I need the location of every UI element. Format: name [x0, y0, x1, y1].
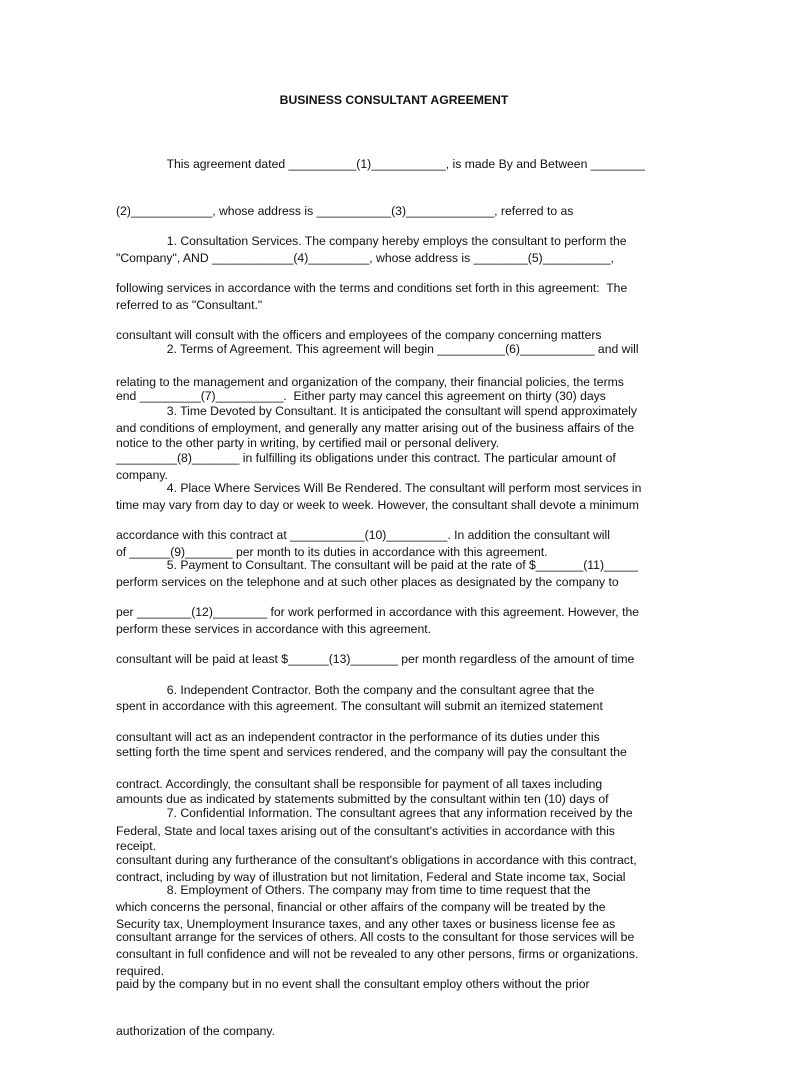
- paragraph-line: 1. Consultation Services. The company hereby employs the consultant to perform the: [116, 234, 627, 249]
- paragraph-line: per ________(12)________ for work performed in accordance with this agreement. However, the: [116, 604, 640, 619]
- paragraph-line: consultant will act as an independent contractor in the performance of its duties under this: [116, 729, 600, 744]
- paragraph-line: contract. Accordingly, the consultant shall be responsible for payment of all taxes including: [116, 776, 603, 791]
- paragraph-line: "Company", AND ____________(4)_________, whose address is ________(5)__________,: [116, 250, 614, 265]
- paragraph-line: authorization of the company.: [116, 1023, 275, 1038]
- paragraph-line: amounts due as indicated by statements submitted by the consultant within ten (10) days of: [116, 792, 609, 807]
- paragraph-line: 3. Time Devoted by Consultant. It is anticipated the consultant will spend approximately: [116, 404, 637, 419]
- paragraph-line: accordance with this contract at ___________(10)_________. In addition the consultant will: [116, 527, 610, 542]
- paragraph-line: _________(8)_______ in fulfilling its obligations under this contract. The particular amount of: [116, 450, 616, 465]
- paragraph-line: referred to as "Consultant.": [116, 297, 263, 312]
- paragraph-line: 4. Place Where Services Will Be Rendered. The consultant will perform most services in: [116, 481, 642, 496]
- paragraph-line: time may vary from day to day or week to week. However, the consultant shall devote a minimum: [116, 497, 639, 512]
- paragraph-employment-of-others: [116, 852, 676, 1070]
- paragraph-line: spent in accordance with this agreement. The consultant will submit an itemized statement: [116, 698, 603, 713]
- paragraph-line: setting forth the time spent and services rendered, and the company will pay the consultant the: [116, 745, 627, 760]
- paragraph-line: company.: [116, 468, 168, 483]
- paragraph-line: consultant arrange for the services of others. All costs to the consultant for those services will be: [116, 929, 635, 944]
- paragraph-line: relating to the management and organization of the company, their financial policies, the terms: [116, 374, 624, 389]
- paragraph-line: of ______(9)_______ per month to its duties in accordance with this agreement.: [116, 544, 548, 559]
- paragraph-line: 5. Payment to Consultant. The consultant will be paid at the rate of $_______(11)_____: [116, 558, 638, 573]
- paragraph-line: perform these services in accordance with this agreement.: [116, 621, 431, 636]
- paragraph-line: 8. Employment of Others. The company may from time to time request that the: [116, 883, 591, 898]
- paragraph-line: receipt.: [116, 838, 156, 853]
- paragraph-line: consultant in full confidence and will not be revealed to any other persons, firms or organizations.: [116, 946, 639, 961]
- paragraph-line: required.: [116, 963, 165, 978]
- paragraph-line: 6. Independent Contractor. Both the company and the consultant agree that the: [116, 683, 595, 698]
- paragraph-line: This agreement dated __________(1)___________, is made By and Between ________: [116, 157, 645, 172]
- paragraph-line: following services in accordance with the terms and conditions set forth in this agreement: The: [116, 280, 628, 295]
- paragraph-line: consultant during any furtherance of the consultant's obligations in accordance with this contract,: [116, 852, 637, 867]
- paragraph-line: which concerns the personal, financial or other affairs of the company will be treated by the: [116, 899, 606, 914]
- document-title: BUSINESS CONSULTANT AGREEMENT: [279, 93, 509, 107]
- paragraph-line: 2. Terms of Agreement. This agreement will begin __________(6)___________ and will: [116, 342, 639, 357]
- paragraph-line: Federal, State and local taxes arising out of the consultant's activities in accordance with this: [116, 823, 615, 838]
- paragraph-line: paid by the company but in no event shall the consultant employ others without the prior: [116, 976, 590, 991]
- paragraph-line: perform services on the telephone and at such other places as designated by the company to: [116, 574, 619, 589]
- paragraph-line: Security tax, Unemployment Insurance taxes, and any other taxes or business license fee as: [116, 917, 616, 932]
- paragraph-line: consultant will be paid at least $______(13)_______ per month regardless of the amount of time: [116, 651, 635, 666]
- paragraph-line: (2)____________, whose address is ___________(3)_____________, referred to as: [116, 203, 574, 218]
- paragraph-line: and conditions of employment, and generally any matter arising out of the business affairs of the: [116, 421, 635, 436]
- paragraph-line: notice to the other party in writing, by certified mail or personal delivery.: [116, 435, 500, 450]
- paragraph-line: end _________(7)__________. Either party may cancel this agreement on thirty (30) days: [116, 388, 606, 403]
- paragraph-line: 7. Confidential Information. The consultant agrees that any information received by the: [116, 806, 633, 821]
- paragraph-line: consultant will consult with the officers and employees of the company concerning matters: [116, 327, 602, 342]
- paragraph-line: contract, including by way of illustration but not limitation, Federal and State income tax, Social: [116, 870, 626, 885]
